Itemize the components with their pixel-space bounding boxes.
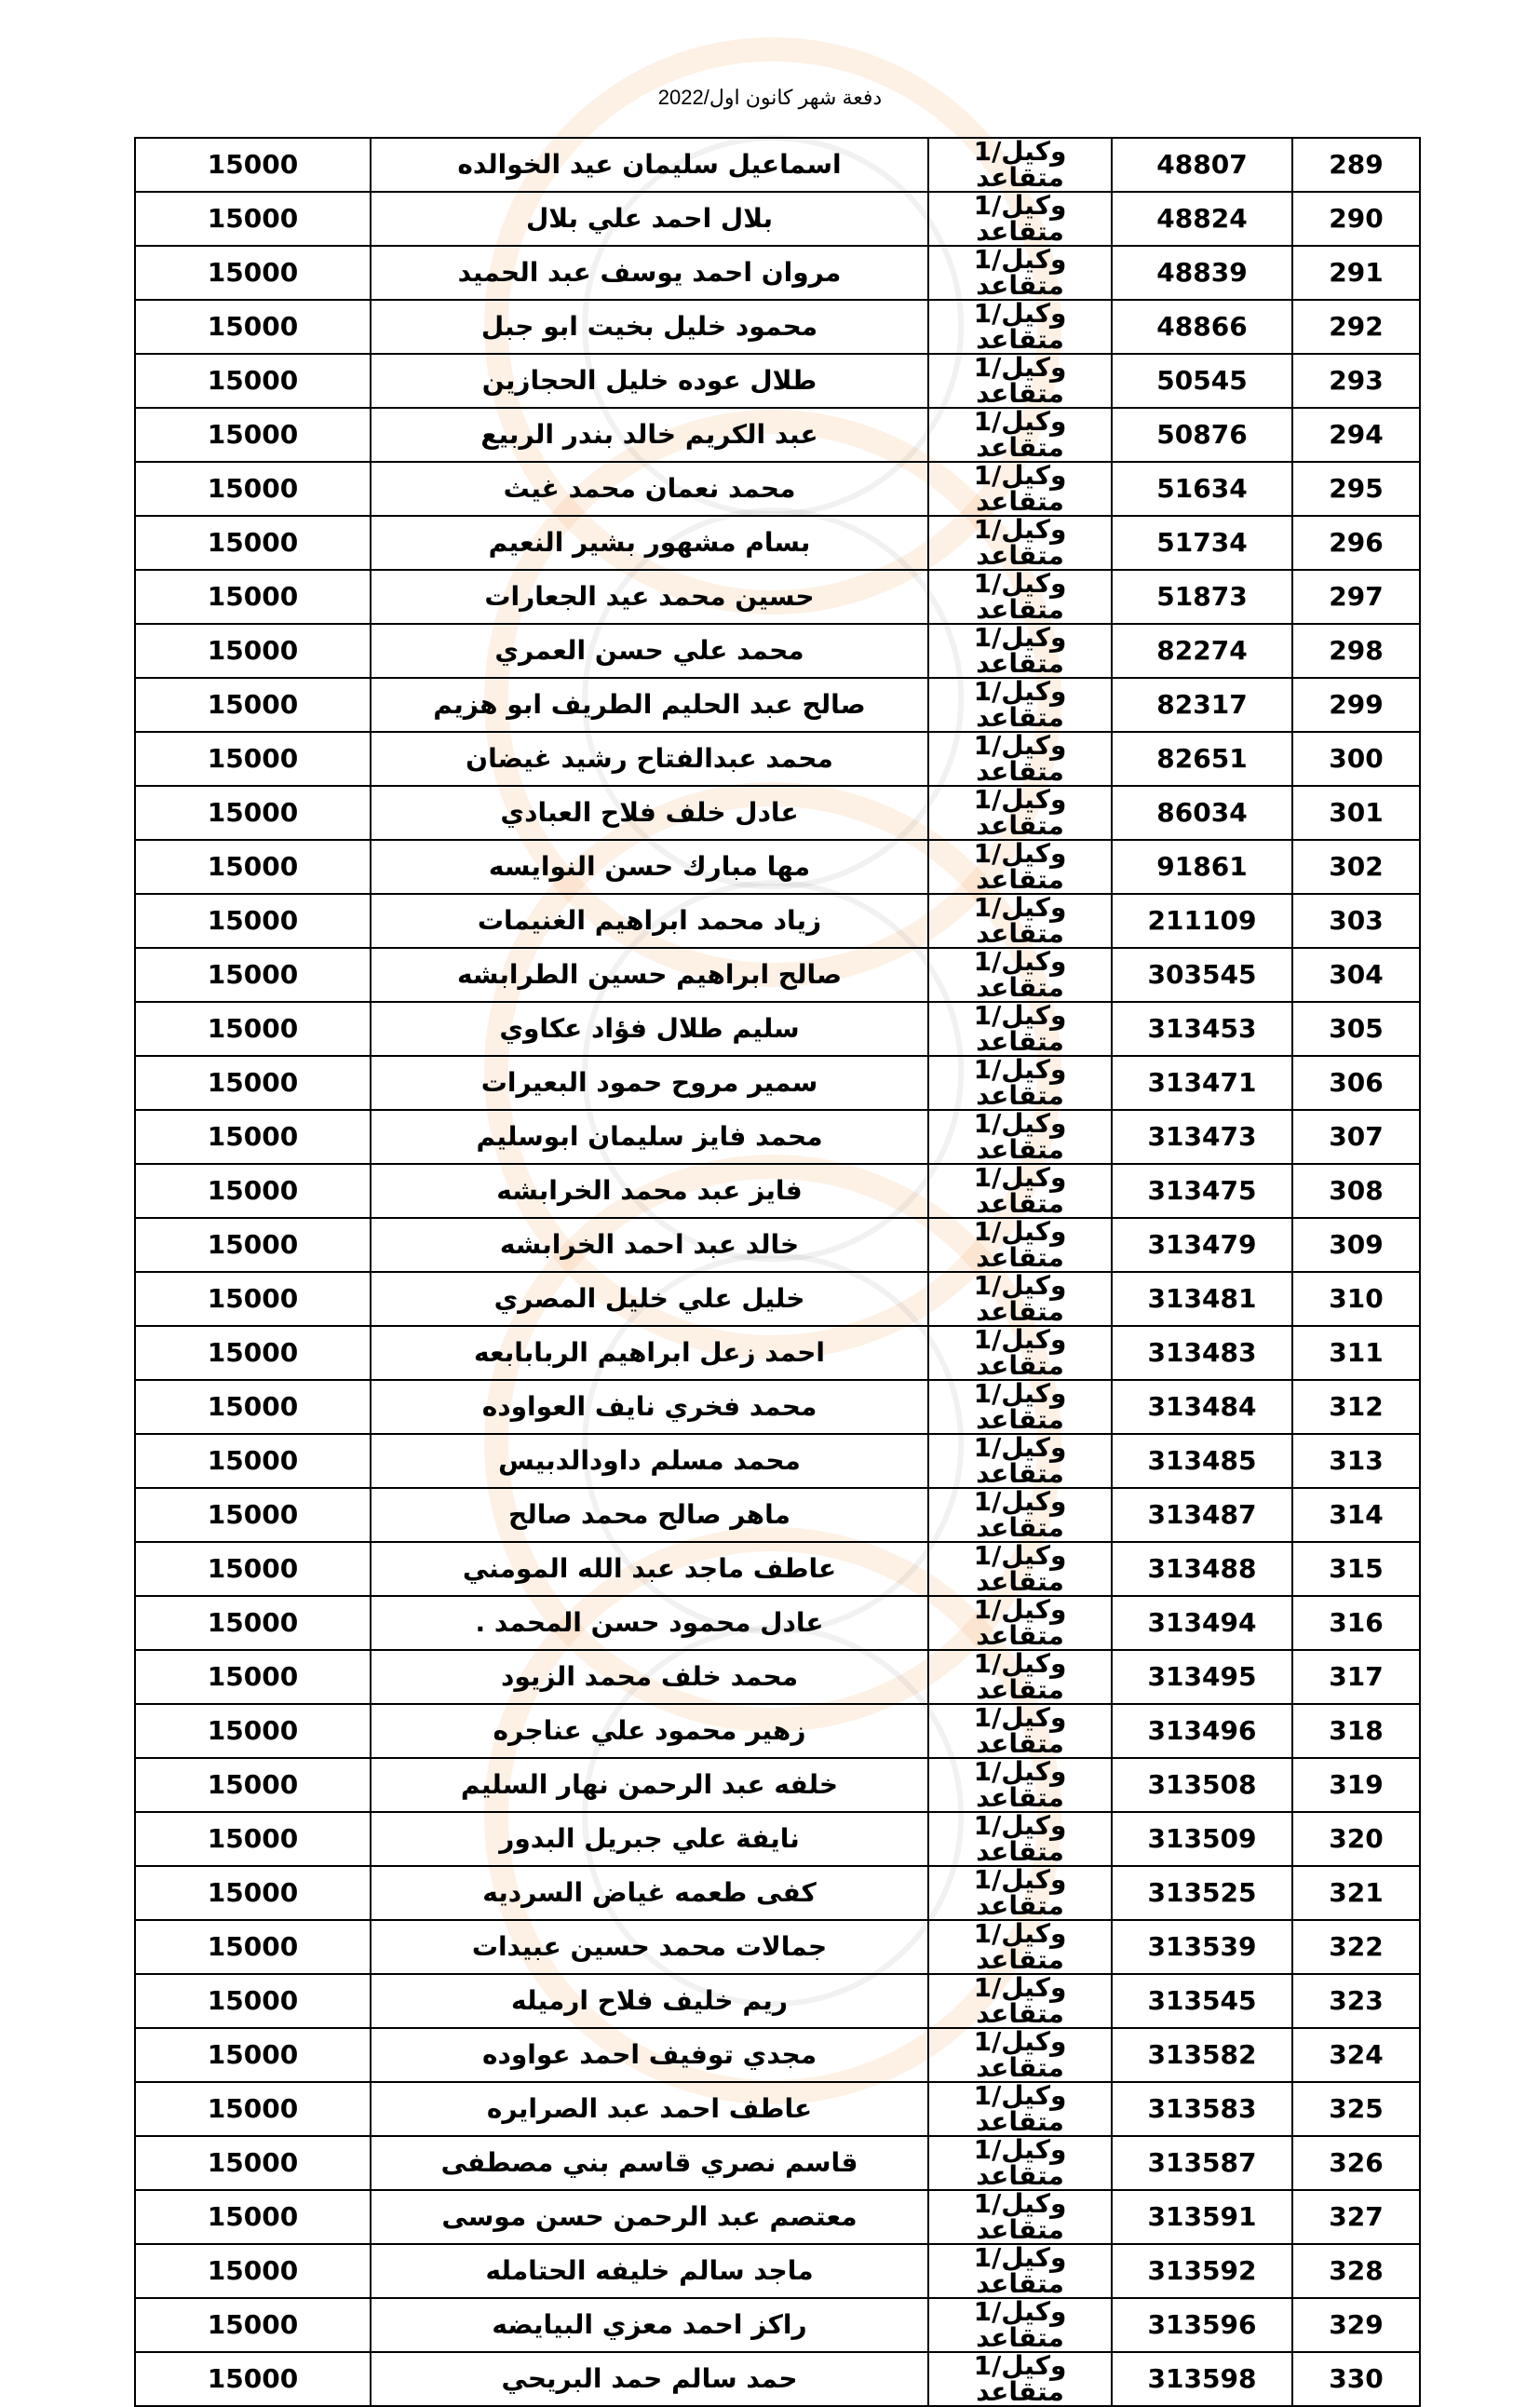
serial-number-cell: 306	[1292, 1056, 1420, 1110]
full-name-cell: محمود خليل بخيت ابو جبل	[371, 300, 928, 354]
table-row	[135, 1272, 1420, 1326]
amount-cell: 15000	[135, 948, 371, 1002]
rank-cell: وكيل/1 متقاعد	[928, 2028, 1112, 2082]
military-id-cell: 313583	[1112, 2082, 1292, 2136]
serial-number-cell: 320	[1292, 1812, 1420, 1866]
military-id-cell: 313509	[1112, 1812, 1292, 1866]
rank-cell: وكيل/1 متقاعد	[928, 786, 1112, 840]
table-row	[135, 894, 1420, 948]
table-row	[135, 624, 1420, 678]
full-name-cell: كفى طعمه غياض السرديه	[371, 1866, 928, 1920]
military-id-cell: 51634	[1112, 462, 1292, 516]
rank-cell: وكيل/1 متقاعد	[928, 678, 1112, 732]
table-row	[135, 1650, 1420, 1704]
military-id-cell: 313494	[1112, 1596, 1292, 1650]
serial-number-cell: 294	[1292, 408, 1420, 462]
amount-cell: 15000	[135, 1164, 371, 1218]
serial-number-cell: 328	[1292, 2244, 1420, 2298]
full-name-cell: مجدي توفيف احمد عواوده	[371, 2028, 928, 2082]
full-name-cell: عاطف احمد عبد الصرايره	[371, 2082, 928, 2136]
rank-cell: وكيل/1 متقاعد	[928, 1434, 1112, 1488]
military-id-cell: 303545	[1112, 948, 1292, 1002]
serial-number-cell: 312	[1292, 1380, 1420, 1434]
amount-cell: 15000	[135, 570, 371, 624]
amount-cell: 15000	[135, 1866, 371, 1920]
rank-cell: وكيل/1 متقاعد	[928, 2244, 1112, 2298]
rank-cell: وكيل/1 متقاعد	[928, 1866, 1112, 1920]
serial-number-cell: 314	[1292, 1488, 1420, 1542]
amount-cell: 15000	[135, 786, 371, 840]
amount-cell: 15000	[135, 2190, 371, 2244]
serial-number-cell: 301	[1292, 786, 1420, 840]
military-id-cell: 51873	[1112, 570, 1292, 624]
full-name-cell: محمد عبدالفتاح رشيد غيضان	[371, 732, 928, 786]
amount-cell: 15000	[135, 1056, 371, 1110]
full-name-cell: عادل خلف فلاح العبادي	[371, 786, 928, 840]
amount-cell: 15000	[135, 462, 371, 516]
serial-number-cell: 290	[1292, 192, 1420, 246]
military-id-cell: 313473	[1112, 1110, 1292, 1164]
table-row	[135, 2298, 1420, 2352]
military-id-cell: 313539	[1112, 1920, 1292, 1974]
serial-number-cell: 297	[1292, 570, 1420, 624]
rank-cell: وكيل/1 متقاعد	[928, 1488, 1112, 1542]
military-id-cell: 313471	[1112, 1056, 1292, 1110]
serial-number-cell: 330	[1292, 2352, 1420, 2406]
military-id-cell: 50545	[1112, 354, 1292, 408]
full-name-cell: خالد عبد احمد الخرابشه	[371, 1218, 928, 1272]
page-title: دفعة شهر كانون اول/2022	[657, 86, 883, 109]
amount-cell: 15000	[135, 192, 371, 246]
serial-number-cell: 295	[1292, 462, 1420, 516]
military-id-cell: 82274	[1112, 624, 1292, 678]
rank-cell: وكيل/1 متقاعد	[928, 1056, 1112, 1110]
serial-number-cell: 302	[1292, 840, 1420, 894]
rank-cell: وكيل/1 متقاعد	[928, 2136, 1112, 2190]
full-name-cell: محمد فخري نايف العواوده	[371, 1380, 928, 1434]
full-name-cell: صالح ابراهيم حسين الطرابشه	[371, 948, 928, 1002]
table-row	[135, 1002, 1420, 1056]
full-name-cell: فايز عبد محمد الخرابشه	[371, 1164, 928, 1218]
military-id-cell: 313598	[1112, 2352, 1292, 2406]
table-row	[135, 1434, 1420, 1488]
rank-cell: وكيل/1 متقاعد	[928, 1596, 1112, 1650]
rank-cell: وكيل/1 متقاعد	[928, 570, 1112, 624]
serial-number-cell: 300	[1292, 732, 1420, 786]
rank-cell: وكيل/1 متقاعد	[928, 732, 1112, 786]
table-row	[135, 2028, 1420, 2082]
military-id-cell: 313479	[1112, 1218, 1292, 1272]
full-name-cell: معتصم عبد الرحمن حسن موسى	[371, 2190, 928, 2244]
table-row	[135, 138, 1420, 192]
military-id-cell: 313545	[1112, 1974, 1292, 2028]
military-id-cell: 50876	[1112, 408, 1292, 462]
full-name-cell: اسماعيل سليمان عيد الخوالده	[371, 138, 928, 192]
table-row	[135, 2082, 1420, 2136]
table-row	[135, 2190, 1420, 2244]
military-id-cell: 313485	[1112, 1434, 1292, 1488]
military-id-cell: 313496	[1112, 1704, 1292, 1758]
military-id-cell: 313484	[1112, 1380, 1292, 1434]
table-row	[135, 570, 1420, 624]
serial-number-cell: 325	[1292, 2082, 1420, 2136]
amount-cell: 15000	[135, 2136, 371, 2190]
military-id-cell: 48839	[1112, 246, 1292, 300]
full-name-cell: حسين محمد عيد الجعارات	[371, 570, 928, 624]
military-id-cell: 313525	[1112, 1866, 1292, 1920]
amount-cell: 15000	[135, 246, 371, 300]
military-id-cell: 313481	[1112, 1272, 1292, 1326]
amount-cell: 15000	[135, 1326, 371, 1380]
serial-number-cell: 315	[1292, 1542, 1420, 1596]
military-id-cell: 48807	[1112, 138, 1292, 192]
full-name-cell: عاطف ماجد عبد الله المومني	[371, 1542, 928, 1596]
rank-cell: وكيل/1 متقاعد	[928, 1164, 1112, 1218]
amount-cell: 15000	[135, 1974, 371, 2028]
military-id-cell: 82317	[1112, 678, 1292, 732]
table-row	[135, 1542, 1420, 1596]
table-row	[135, 948, 1420, 1002]
serial-number-cell: 316	[1292, 1596, 1420, 1650]
serial-number-cell: 317	[1292, 1650, 1420, 1704]
military-id-cell: 313592	[1112, 2244, 1292, 2298]
amount-cell: 15000	[135, 2028, 371, 2082]
serial-number-cell: 313	[1292, 1434, 1420, 1488]
serial-number-cell: 321	[1292, 1866, 1420, 1920]
full-name-cell: سليم طلال فؤاد عكاوي	[371, 1002, 928, 1056]
serial-number-cell: 324	[1292, 2028, 1420, 2082]
full-name-cell: خلفه عبد الرحمن نهار السليم	[371, 1758, 928, 1812]
table-row	[135, 516, 1420, 570]
full-name-cell: قاسم نصري قاسم بني مصطفى	[371, 2136, 928, 2190]
table-row	[135, 354, 1420, 408]
table-row	[135, 1704, 1420, 1758]
table-row	[135, 2244, 1420, 2298]
amount-cell: 15000	[135, 1002, 371, 1056]
full-name-cell: راكز احمد معزي البيايضه	[371, 2298, 928, 2352]
rank-cell: وكيل/1 متقاعد	[928, 192, 1112, 246]
amount-cell: 15000	[135, 354, 371, 408]
amount-cell: 15000	[135, 1920, 371, 1974]
full-name-cell: بسام مشهور بشير النعيم	[371, 516, 928, 570]
rank-cell: وكيل/1 متقاعد	[928, 2298, 1112, 2352]
table-row	[135, 1596, 1420, 1650]
military-id-cell: 86034	[1112, 786, 1292, 840]
full-name-cell: جمالات محمد حسين عبيدات	[371, 1920, 928, 1974]
military-id-cell: 313508	[1112, 1758, 1292, 1812]
table-row	[135, 1164, 1420, 1218]
table-row	[135, 300, 1420, 354]
table-row	[135, 678, 1420, 732]
full-name-cell: عبد الكريم خالد بندر الربيع	[371, 408, 928, 462]
military-id-cell: 313487	[1112, 1488, 1292, 1542]
military-id-cell: 313453	[1112, 1002, 1292, 1056]
rank-cell: وكيل/1 متقاعد	[928, 300, 1112, 354]
table-row	[135, 1380, 1420, 1434]
amount-cell: 15000	[135, 1272, 371, 1326]
amount-cell: 15000	[135, 1110, 371, 1164]
serial-number-cell: 299	[1292, 678, 1420, 732]
military-id-cell: 313475	[1112, 1164, 1292, 1218]
military-id-cell: 51734	[1112, 516, 1292, 570]
serial-number-cell: 305	[1292, 1002, 1420, 1056]
amount-cell: 15000	[135, 894, 371, 948]
rank-cell: وكيل/1 متقاعد	[928, 894, 1112, 948]
rank-cell: وكيل/1 متقاعد	[928, 2082, 1112, 2136]
serial-number-cell: 309	[1292, 1218, 1420, 1272]
serial-number-cell: 303	[1292, 894, 1420, 948]
rank-cell: وكيل/1 متقاعد	[928, 1758, 1112, 1812]
rank-cell: وكيل/1 متقاعد	[928, 1326, 1112, 1380]
serial-number-cell: 311	[1292, 1326, 1420, 1380]
serial-number-cell: 327	[1292, 2190, 1420, 2244]
table-row	[135, 1110, 1420, 1164]
amount-cell: 15000	[135, 678, 371, 732]
rank-cell: وكيل/1 متقاعد	[928, 354, 1112, 408]
amount-cell: 15000	[135, 624, 371, 678]
serial-number-cell: 329	[1292, 2298, 1420, 2352]
rank-cell: وكيل/1 متقاعد	[928, 1002, 1112, 1056]
table-row	[135, 1920, 1420, 1974]
payment-table-body	[135, 138, 1420, 2406]
full-name-cell: عادل محمود حسن المحمد .	[371, 1596, 928, 1650]
full-name-cell: ماجد سالم خليفه الحتامله	[371, 2244, 928, 2298]
table-row	[135, 462, 1420, 516]
full-name-cell: طلال عوده خليل الحجازين	[371, 354, 928, 408]
serial-number-cell: 307	[1292, 1110, 1420, 1164]
military-id-cell: 313596	[1112, 2298, 1292, 2352]
table-row	[135, 1866, 1420, 1920]
full-name-cell: سمير مروح حمود البعيرات	[371, 1056, 928, 1110]
amount-cell: 15000	[135, 2244, 371, 2298]
rank-cell: وكيل/1 متقاعد	[928, 2352, 1112, 2406]
rank-cell: وكيل/1 متقاعد	[928, 1542, 1112, 1596]
serial-number-cell: 318	[1292, 1704, 1420, 1758]
amount-cell: 15000	[135, 2082, 371, 2136]
serial-number-cell: 291	[1292, 246, 1420, 300]
serial-number-cell: 326	[1292, 2136, 1420, 2190]
military-id-cell: 313495	[1112, 1650, 1292, 1704]
rank-cell: وكيل/1 متقاعد	[928, 1704, 1112, 1758]
serial-number-cell: 304	[1292, 948, 1420, 1002]
military-id-cell: 313591	[1112, 2190, 1292, 2244]
table-row	[135, 408, 1420, 462]
full-name-cell: ماهر صالح محمد صالح	[371, 1488, 928, 1542]
table-row	[135, 1488, 1420, 1542]
amount-cell: 15000	[135, 2352, 371, 2406]
full-name-cell: مروان احمد يوسف عبد الحميد	[371, 246, 928, 300]
amount-cell: 15000	[135, 1758, 371, 1812]
serial-number-cell: 323	[1292, 1974, 1420, 2028]
military-id-cell: 211109	[1112, 894, 1292, 948]
rank-cell: وكيل/1 متقاعد	[928, 624, 1112, 678]
rank-cell: وكيل/1 متقاعد	[928, 1218, 1112, 1272]
military-id-cell: 313587	[1112, 2136, 1292, 2190]
serial-number-cell: 319	[1292, 1758, 1420, 1812]
rank-cell: وكيل/1 متقاعد	[928, 138, 1112, 192]
table-row	[135, 732, 1420, 786]
amount-cell: 15000	[135, 840, 371, 894]
amount-cell: 15000	[135, 732, 371, 786]
table-row	[135, 1326, 1420, 1380]
table-row	[135, 192, 1420, 246]
military-id-cell: 313483	[1112, 1326, 1292, 1380]
full-name-cell: بلال احمد علي بلال	[371, 192, 928, 246]
table-row	[135, 840, 1420, 894]
rank-cell: وكيل/1 متقاعد	[928, 1650, 1112, 1704]
table-row	[135, 2136, 1420, 2190]
serial-number-cell: 322	[1292, 1920, 1420, 1974]
table-row	[135, 1056, 1420, 1110]
table-row	[135, 1218, 1420, 1272]
amount-cell: 15000	[135, 1812, 371, 1866]
rank-cell: وكيل/1 متقاعد	[928, 516, 1112, 570]
rank-cell: وكيل/1 متقاعد	[928, 246, 1112, 300]
rank-cell: وكيل/1 متقاعد	[928, 462, 1112, 516]
full-name-cell: خليل علي خليل المصري	[371, 1272, 928, 1326]
military-id-cell: 82651	[1112, 732, 1292, 786]
amount-cell: 15000	[135, 300, 371, 354]
amount-cell: 15000	[135, 1218, 371, 1272]
serial-number-cell: 308	[1292, 1164, 1420, 1218]
amount-cell: 15000	[135, 1596, 371, 1650]
amount-cell: 15000	[135, 1650, 371, 1704]
table-row	[135, 1758, 1420, 1812]
full-name-cell: محمد نعمان محمد غيث	[371, 462, 928, 516]
amount-cell: 15000	[135, 1704, 371, 1758]
military-id-cell: 48824	[1112, 192, 1292, 246]
rank-cell: وكيل/1 متقاعد	[928, 1920, 1112, 1974]
rank-cell: وكيل/1 متقاعد	[928, 948, 1112, 1002]
serial-number-cell: 310	[1292, 1272, 1420, 1326]
table-row	[135, 2352, 1420, 2406]
full-name-cell: محمد خلف محمد الزيود	[371, 1650, 928, 1704]
military-id-cell: 48866	[1112, 300, 1292, 354]
full-name-cell: محمد علي حسن العمري	[371, 624, 928, 678]
rank-cell: وكيل/1 متقاعد	[928, 840, 1112, 894]
full-name-cell: حمد سالم حمد البريحي	[371, 2352, 928, 2406]
full-name-cell: صالح عبد الحليم الطريف ابو هزيم	[371, 678, 928, 732]
amount-cell: 15000	[135, 1380, 371, 1434]
table-row	[135, 786, 1420, 840]
full-name-cell: محمد مسلم داودالدبيس	[371, 1434, 928, 1488]
amount-cell: 15000	[135, 2298, 371, 2352]
amount-cell: 15000	[135, 408, 371, 462]
amount-cell: 15000	[135, 516, 371, 570]
serial-number-cell: 292	[1292, 300, 1420, 354]
serial-number-cell: 296	[1292, 516, 1420, 570]
full-name-cell: زياد محمد ابراهيم الغنيمات	[371, 894, 928, 948]
full-name-cell: نايفة علي جبريل البدور	[371, 1812, 928, 1866]
military-id-cell: 91861	[1112, 840, 1292, 894]
payment-table	[134, 137, 1421, 2407]
full-name-cell: محمد فايز سليمان ابوسليم	[371, 1110, 928, 1164]
rank-cell: وكيل/1 متقاعد	[928, 1380, 1112, 1434]
rank-cell: وكيل/1 متقاعد	[928, 1812, 1112, 1866]
serial-number-cell: 289	[1292, 138, 1420, 192]
serial-number-cell: 298	[1292, 624, 1420, 678]
serial-number-cell: 293	[1292, 354, 1420, 408]
full-name-cell: مها مبارك حسن النوايسه	[371, 840, 928, 894]
rank-cell: وكيل/1 متقاعد	[928, 408, 1112, 462]
full-name-cell: احمد زعل ابراهيم الربابابعه	[371, 1326, 928, 1380]
rank-cell: وكيل/1 متقاعد	[928, 1974, 1112, 2028]
rank-cell: وكيل/1 متقاعد	[928, 2190, 1112, 2244]
amount-cell: 15000	[135, 1488, 371, 1542]
full-name-cell: ريم خليف فلاح ارميله	[371, 1974, 928, 2028]
table-row	[135, 1974, 1420, 2028]
military-id-cell: 313582	[1112, 2028, 1292, 2082]
amount-cell: 15000	[135, 1542, 371, 1596]
military-id-cell: 313488	[1112, 1542, 1292, 1596]
amount-cell: 15000	[135, 138, 371, 192]
table-row	[135, 246, 1420, 300]
full-name-cell: زهير محمود علي عناجره	[371, 1704, 928, 1758]
rank-cell: وكيل/1 متقاعد	[928, 1272, 1112, 1326]
amount-cell: 15000	[135, 1434, 371, 1488]
table-row	[135, 1812, 1420, 1866]
rank-cell: وكيل/1 متقاعد	[928, 1110, 1112, 1164]
